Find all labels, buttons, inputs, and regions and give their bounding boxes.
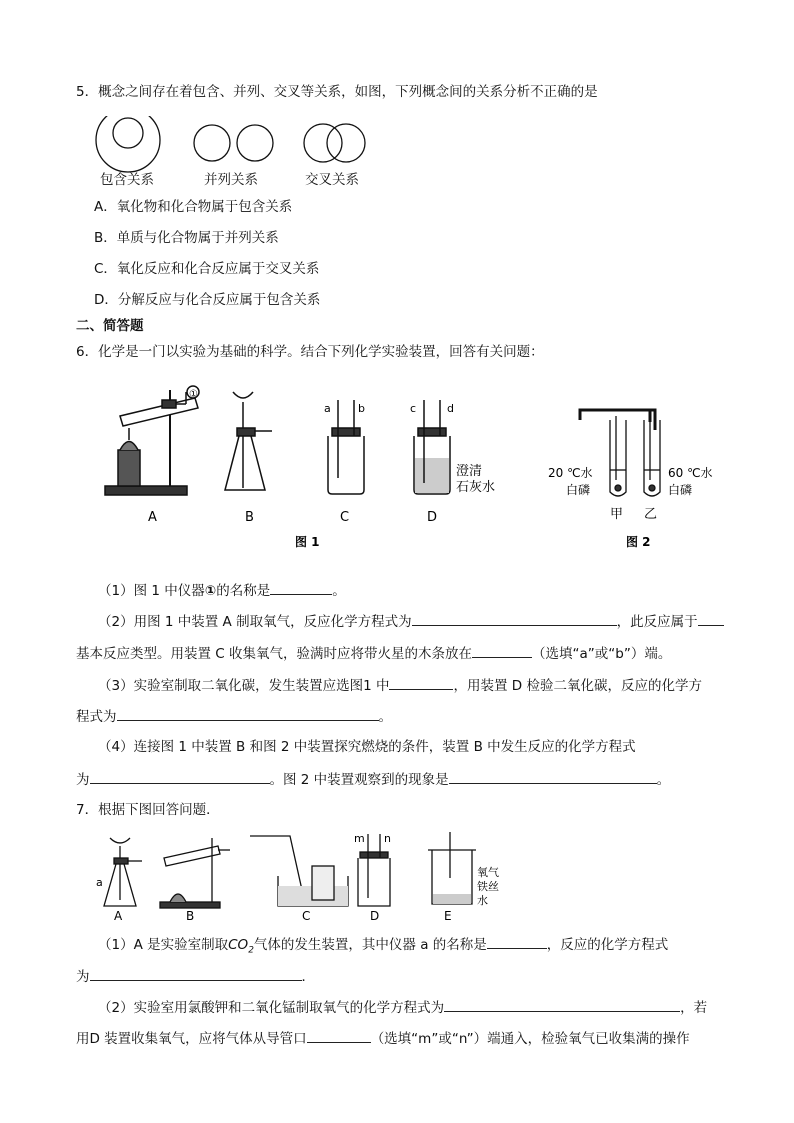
answer-blank-co2-reaction[interactable] [90,966,302,981]
answer-blank-phenomenon[interactable] [449,769,657,784]
port-a: a [324,402,331,415]
q7-e-oxygen: 氧气 [477,866,499,879]
q6-part-3-line-1: （3）实验室制取二氧化碳，发生装置应选图1 中 ，用装置 D 检验二氧化碳，反应的化学方 [98,675,702,696]
q6-figure-1 [100,378,520,553]
q7-label-e: E [444,909,452,923]
label-inclusion: 包含关系 [100,172,154,188]
q5-option-b[interactable]: B．单质与化合物属于并列关系 [94,230,279,246]
q6-part-3-line-2: 程式为 。 [76,706,392,727]
tube-yi [644,416,660,496]
q5-stem: 5．概念之间存在着包含、并列、交叉等关系，如图，下列概念间的关系分析不正确的是 [76,84,598,100]
q7-label-d: D [370,909,380,923]
q7-part-1-line-1: （1）A 是实验室制取$CO_2$气体的发生装置，其中仪器 a 的名称是 ，反应的化学方程式 [98,934,668,961]
tube-yi-label: 乙 [644,507,658,522]
right-water-label: 60 ℃水 [668,466,713,480]
inclusion-circles [96,116,160,172]
label-parallel: 并列关系 [204,172,258,188]
q7-label-c: C [302,909,311,923]
port-d: d [447,402,454,415]
figure-1-caption: 图 1 [295,535,320,549]
q7-port-n: n [384,832,391,845]
q7-apparatus-c [250,836,348,906]
answer-blank-b-equation[interactable] [90,769,270,784]
apparatus-d [414,400,450,494]
answer-blank-co2-equation[interactable] [117,706,379,721]
answer-blank-equation-a[interactable] [412,611,617,626]
port-b: b [358,402,365,415]
left-water-label: 20 ℃水 [548,466,593,480]
q7-stem: 7．根据下图回答问题． [76,802,220,818]
section-title: 二、简答题 [76,318,144,334]
q5-option-a[interactable]: A．氧化物和化合物属于包含关系 [94,199,293,215]
limewater-label-1: 澄清 [456,464,483,479]
q7-label-b: B [186,909,195,923]
q7-port-m: m [354,832,365,845]
label-a: A [148,510,157,525]
answer-blank-port[interactable] [472,643,532,658]
tube-jia [610,416,626,496]
label-b: B [245,510,254,525]
answer-blank-instrument[interactable] [270,580,332,595]
left-phosphorus-label: 白磷 [566,483,591,497]
intersection-circles [304,124,365,162]
callout-number: ① [189,389,198,400]
answer-blank-apparatus[interactable] [389,675,453,690]
q7-part-2-line-2: 用D 装置收集氧气，应将气体从导管口 （选填“m”或“n”）端通入，检验氧气已收集满的操作 [76,1028,690,1049]
apparatus-b [225,392,272,490]
port-c: c [410,402,417,415]
q5-option-c[interactable]: C．氧化反应和化合反应属于交叉关系 [94,261,320,277]
label-intersection: 交叉关系 [305,172,359,188]
figure-2-caption: 图 2 [626,535,651,549]
q6-stem: 6．化学是一门以实验为基础的科学。结合下列化学实验装置，回答有关问题： [76,344,544,360]
apparatus-a [105,386,199,495]
q6-part-1: （1）图 1 中仪器①的名称是 。 [98,580,346,601]
q7-part-2-line-1: （2）实验室用氯酸钾和二氧化锰制取氧气的化学方程式为 ，若 [98,997,707,1018]
right-phosphorus-label: 白磷 [668,483,693,497]
q7-port-a: a [96,876,103,889]
answer-blank-port-mn[interactable] [307,1028,371,1043]
answer-blank-kclo3-equation[interactable] [444,997,680,1012]
q7-apparatus-b [160,838,230,908]
q7-part-1-line-2: 为 ． [76,966,315,987]
answer-blank-instrument-a[interactable] [487,934,547,949]
answer-blank-reaction-type[interactable] [698,611,724,626]
q6-figure-2 [540,400,730,550]
parallel-circles [194,125,273,161]
q7-label-a: A [114,909,123,923]
q6-part-4-line-1: （4）连接图 1 中装置 B 和图 2 中装置探究燃烧的条件，装置 B 中发生反应的化学方程式 [98,739,636,755]
tube-jia-label: 甲 [610,507,624,522]
q7-e-water: 水 [477,894,488,907]
q7-figure [90,828,510,923]
q5-option-d[interactable]: D．分解反应与化合反应属于包含关系 [94,292,321,308]
q6-part-2-line-2: 基本反应类型。用装置 C 收集氧气，验满时应将带火星的木条放在 （选填“a”或“b”）端。 [76,643,671,664]
q6-part-2-line-1: （2）用图 1 中装置 A 制取氧气，反应化学方程式为 ，此反应属于 [98,611,724,632]
q7-e-iron-wire: 铁丝 [477,880,499,893]
label-c: C [340,510,350,525]
q7-apparatus-a [104,838,142,906]
q6-part-4-line-2: 为 。图 2 中装置观察到的现象是 。 [76,769,670,790]
limewater-label-2: 石灰水 [456,480,496,495]
q7-apparatus-e [428,832,476,904]
label-d: D [427,510,438,525]
